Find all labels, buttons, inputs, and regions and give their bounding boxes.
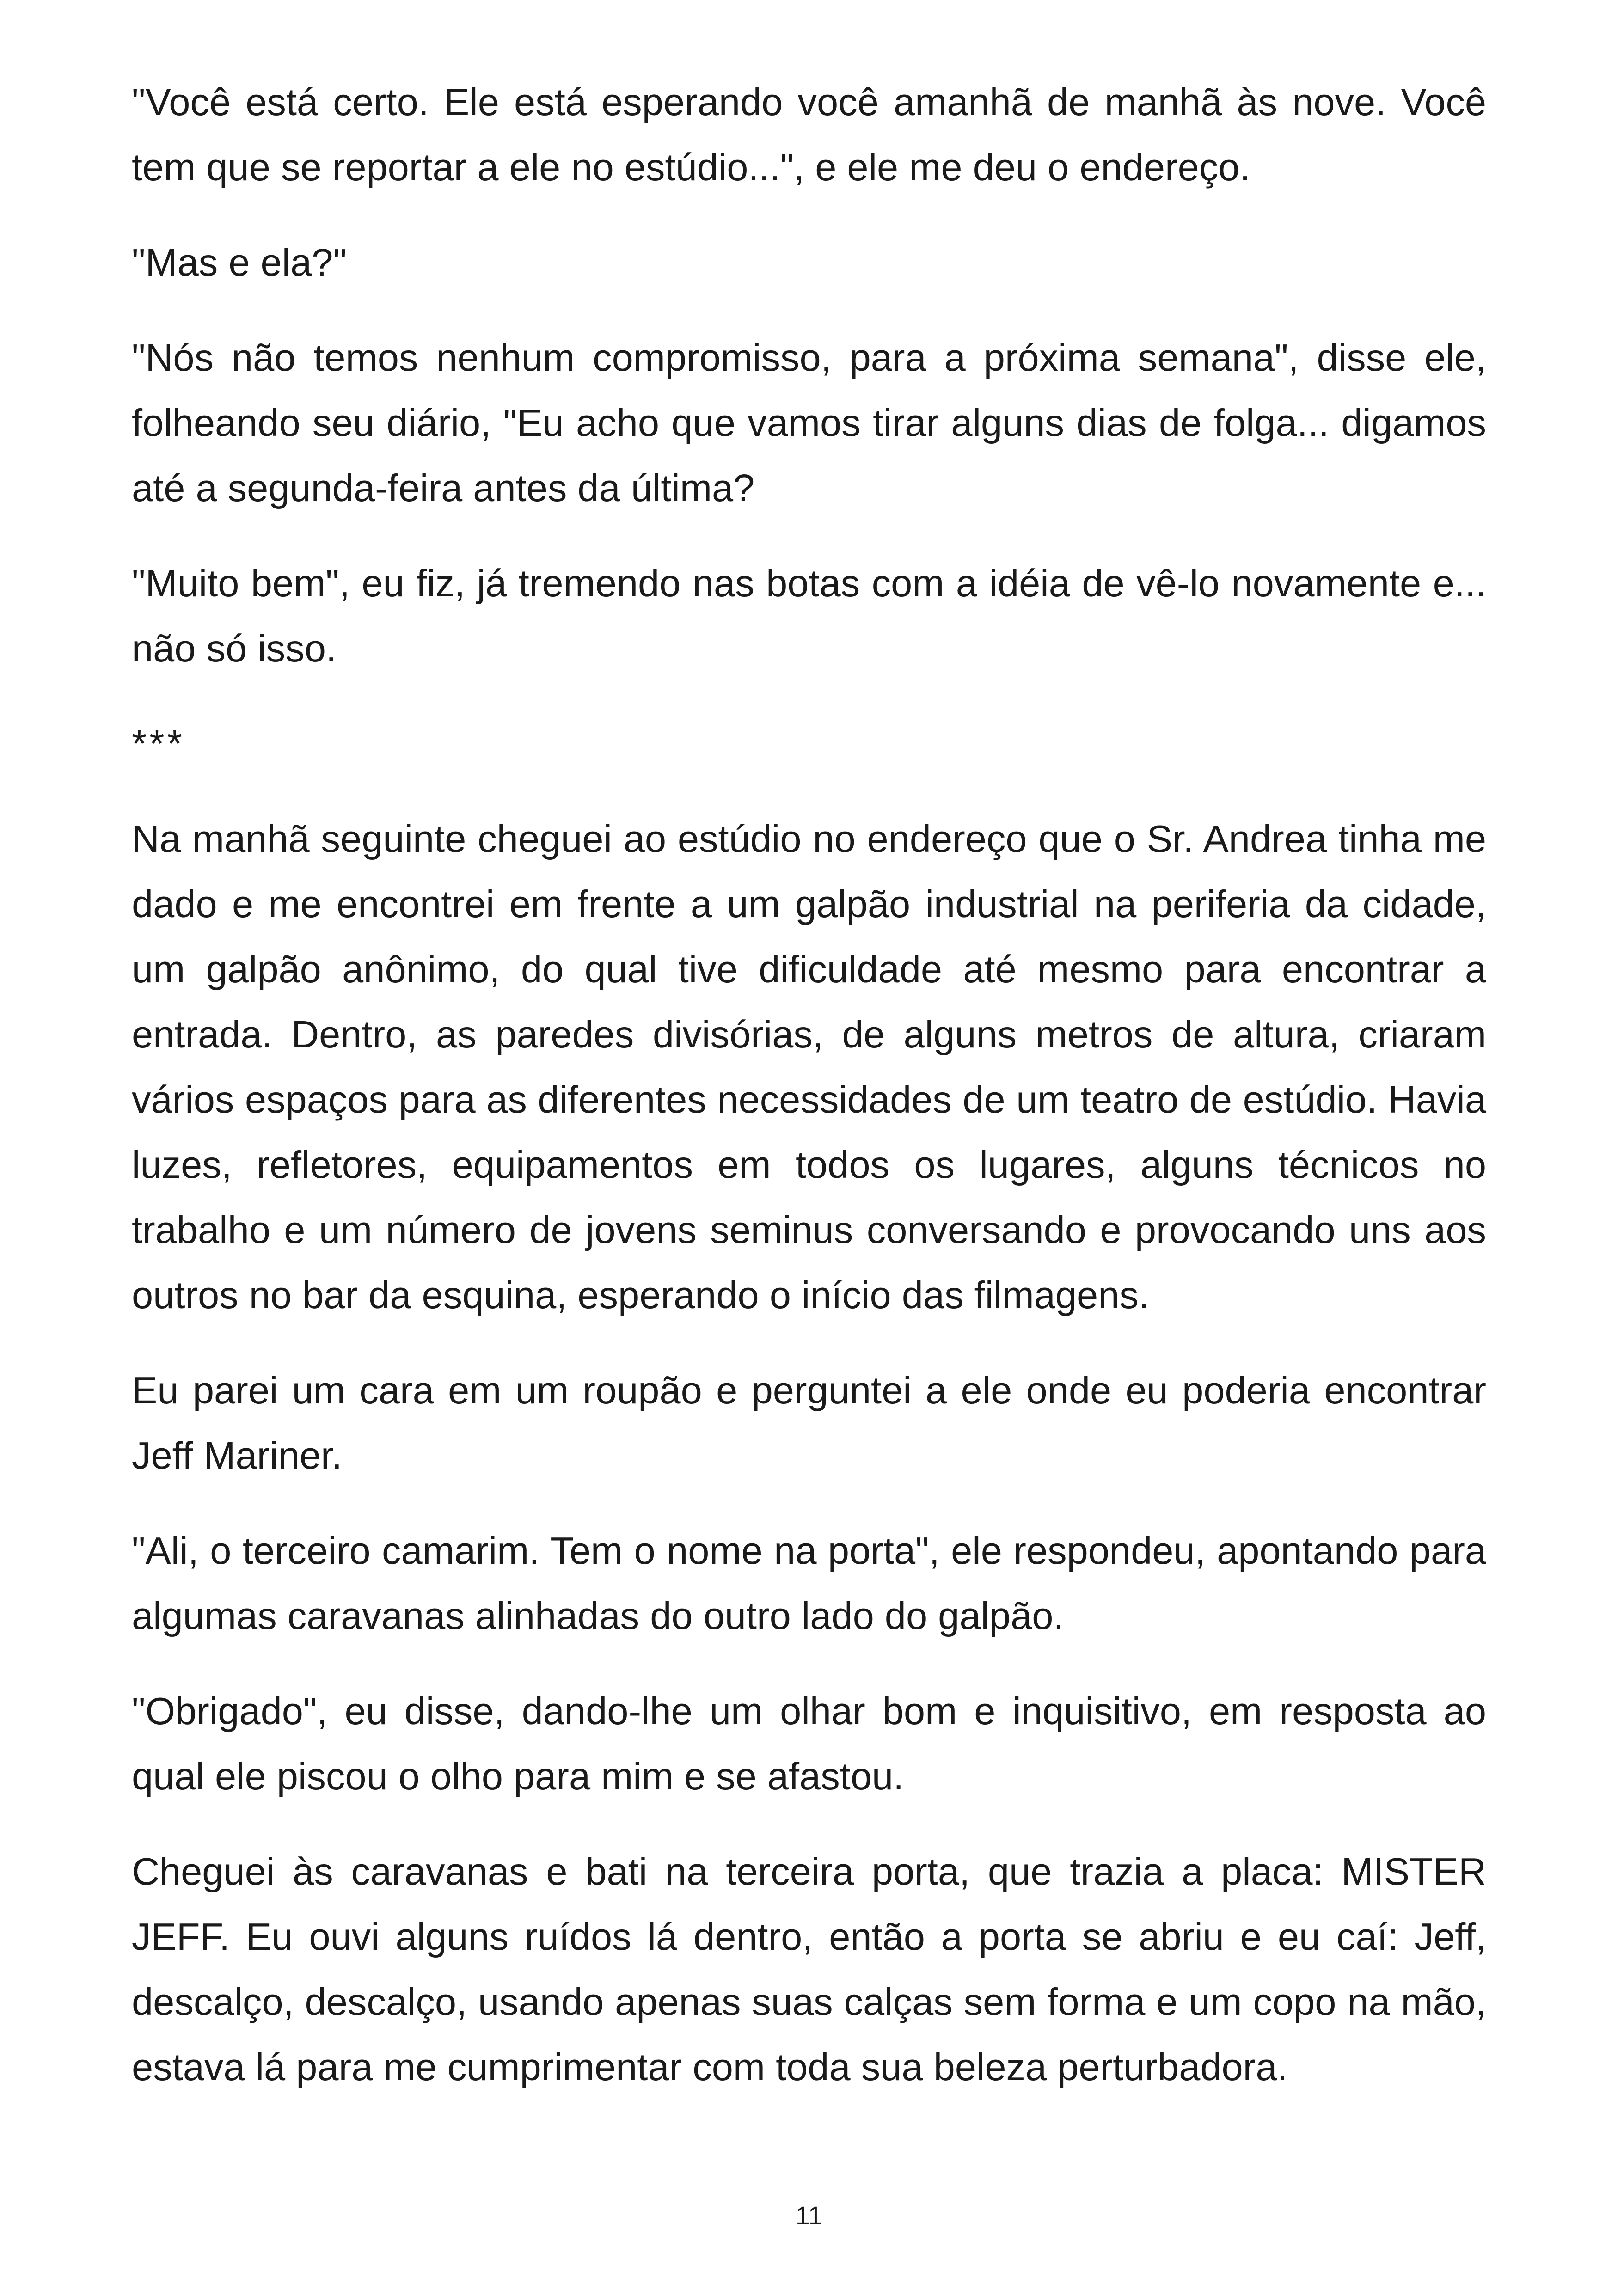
paragraph-4: "Muito bem", eu fiz, já tremendo nas botas com a idéia de vê-lo novamente e... não só isso. bbox=[132, 562, 1486, 670]
page-number: 11 bbox=[795, 2201, 823, 2230]
body-text bbox=[132, 69, 1486, 2130]
paragraph-3: "Nós não temos nenhum compromisso, para a próxima semana", disse ele, folheando seu diário, "Eu acho que vamos tirar alguns dias de folga... digamos até a segunda-feira antes da última? bbox=[132, 336, 1486, 509]
paragraph-8: "Obrigado", eu disse, dando-lhe um olhar bom e inquisitivo, em resposta ao qual ele piscou o olho para mim e se afastou. bbox=[132, 1690, 1486, 1798]
paragraph-6: Eu parei um cara em um roupão e perguntei a ele onde eu poderia encontrar Jeff Mariner. bbox=[132, 1369, 1486, 1477]
paragraph-7: "Ali, o terceiro camarim. Tem o nome na porta", ele respondeu, apontando para algumas caravanas alinhadas do outro lado do galpão. bbox=[132, 1529, 1486, 1637]
section-separator: *** bbox=[132, 722, 185, 765]
paragraph-1: "Você está certo. Ele está esperando você amanhã de manhã às nove. Você tem que se reportar a ele no estúdio...", e ele me deu o endereço. bbox=[132, 80, 1486, 189]
paragraph-2: "Mas e ela?" bbox=[132, 241, 347, 284]
paragraph-9: Cheguei às caravanas e bati na terceira porta, que trazia a placa: MISTER JEFF. Eu ouvi alguns ruídos lá dentro, então a porta se abriu e eu caí: Jeff, descalço, descalço, usando apenas suas calças sem forma e um copo na mão, estava lá para me cumprimentar com toda sua beleza perturbadora. bbox=[132, 1850, 1486, 2088]
paragraph-5: Na manhã seguinte cheguei ao estúdio no endereço que o Sr. Andrea tinha me dado e me encontrei em frente a um galpão industrial na periferia da cidade, um galpão anônimo, do qual tive dificuldade até mesmo para encontrar a entrada. Dentro, as paredes divisórias, de alguns metros de altura, criaram vários espaços para as diferentes necessidades de um teatro de estúdio. Havia luzes, refletores, equipamentos em todos os lugares, alguns técnicos no trabalho e um número de jovens seminus conversando e provocando uns aos outros no bar da esquina, esperando o início das filmagens. bbox=[132, 817, 1486, 1316]
